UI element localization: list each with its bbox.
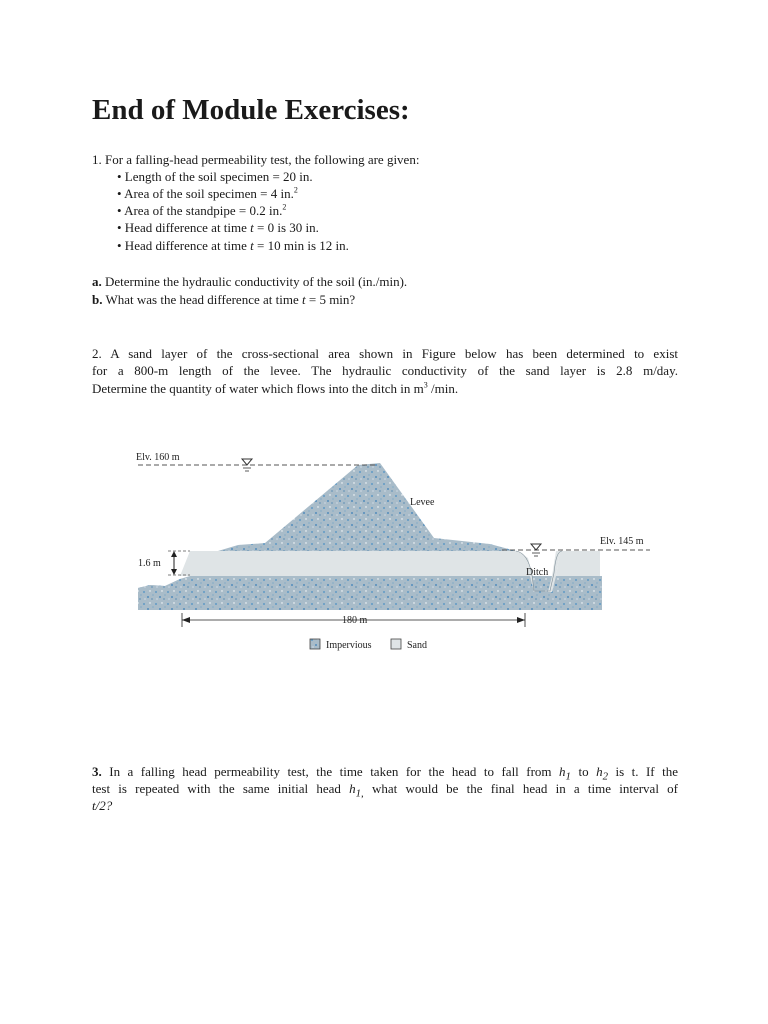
levee-body	[218, 463, 516, 551]
q1-item-head-t10: • Head difference at time t = 10 min is 12 in.	[117, 238, 349, 253]
q1-item-head-t0: • Head difference at time t = 0 is 30 in.	[117, 220, 319, 235]
q2-line-2: for a 800-m length of the levee. The hydraulic conductivity of the sand layer is 2.8 m/day.	[92, 363, 678, 378]
q1-item-area-standpipe: • Area of the standpipe = 0.2 in.$^2$	[117, 202, 287, 218]
water-marker-left	[242, 459, 252, 465]
q3-line-2: test is repeated with the same initial head $h_{1,}$ what would be the final head in a time interval of	[92, 781, 678, 800]
q2-line-3: Determine the quantity of water which flows into the ditch in $m^3$ /min.	[92, 380, 459, 396]
q1-part-b: b. What was the head difference at time t = 5 min?	[92, 292, 356, 307]
label-ditch: Ditch	[526, 567, 549, 578]
q3-line-3: t/2?	[92, 798, 113, 813]
page-title: End of Module Exercises:	[92, 94, 410, 126]
legend-label-sand: Sand	[407, 640, 427, 651]
legend-swatch-impervious	[310, 639, 320, 649]
label-levee: Levee	[410, 497, 435, 508]
q3-line-1: 3. In a falling head permeability test, the time taken for the head to fall from $h_1$ to $h_2$ is t. If the	[92, 764, 679, 783]
label-thickness: 1.6 m	[138, 558, 161, 569]
q1-item-area-specimen: • Area of the soil specimen = 4 in.$^2$	[117, 185, 298, 201]
water-marker-right	[531, 544, 541, 550]
levee-cross-section-figure	[130, 445, 660, 660]
label-span: 180 m	[342, 615, 368, 626]
q2-line-1: 2. A sand layer of the cross-sectional area shown in Figure below has been determined to exist	[92, 346, 678, 361]
legend-swatch-sand	[391, 639, 401, 649]
label-elv-right: Elv. 145 m	[600, 536, 644, 547]
legend-label-impervious: Impervious	[326, 640, 372, 651]
label-elv-left: Elv. 160 m	[136, 452, 180, 463]
q1-part-a: a. Determine the hydraulic conductivity of the soil (in./min).	[92, 274, 408, 289]
q1-intro: 1. For a falling-head permeability test, the following are given:	[92, 152, 420, 167]
q1-item-length: • Length of the soil specimen = 20 in.	[117, 169, 313, 184]
